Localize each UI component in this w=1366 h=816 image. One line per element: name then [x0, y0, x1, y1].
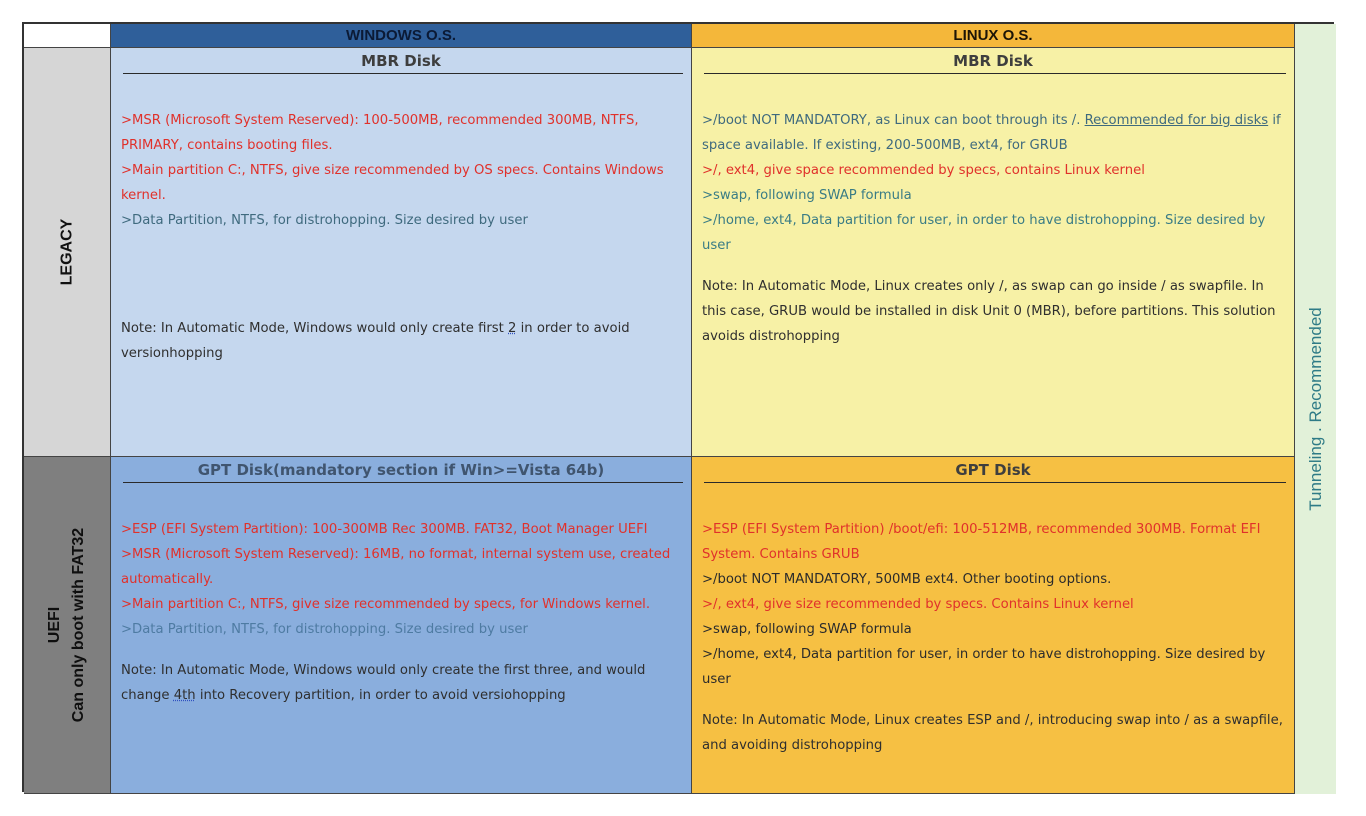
windows-header-label: WINDOWS O.S. — [346, 27, 456, 44]
legacy-label: LEGACY — [57, 218, 75, 286]
note-text: into Recovery partition, in order to avoid versiohopping — [195, 688, 566, 703]
windows-legacy-cell — [111, 48, 692, 457]
linux-legacy-line2: >/, ext4, give space recommended by specs, contains Linux kernel — [702, 163, 1145, 178]
linux-uefi-cell — [692, 457, 1295, 794]
linux-legacy-line4: >/home, ext4, Data partition for user, in order to have distrohopping. Size desired by user — [702, 213, 1266, 253]
windows-uefi-note — [121, 658, 683, 708]
linux-legacy-cell — [692, 48, 1295, 457]
windows-uefi-line4: >Data Partition, NTFS, for distrohopping. Size desired by user — [121, 622, 528, 637]
linux-legacy-note: Note: In Automatic Mode, Linux creates only /, as swap can go inside / as swapfile. In this case, GRUB would be installed in disk Unit 0 (MBR), before partitions. This solution avoids distrohopping — [702, 279, 1276, 344]
linux-uefi-note: Note: In Automatic Mode, Linux creates ESP and /, introducing swap into / as a swapfile, and avoiding distrohopping — [702, 713, 1283, 753]
tunnel-column — [1295, 24, 1336, 794]
corner-cell — [24, 24, 111, 48]
linux-header — [692, 24, 1295, 48]
partition-table — [22, 22, 1334, 792]
windows-legacy-line1: >MSR (Microsoft System Reserved): 100-500MB, recommended 300MB, NTFS, PRIMARY, contains booting files. — [121, 113, 639, 153]
uefi-label-line1: UEFI — [46, 606, 63, 644]
windows-legacy-note — [121, 316, 683, 366]
windows-uefi-line3: >Main partition C:, NTFS, give size recommended by specs, for Windows kernel. — [121, 597, 651, 612]
linux-uefi-line4: >swap, following SWAP formula — [702, 622, 912, 637]
underlined-text: Recommended for big disks — [1084, 113, 1269, 128]
uefi-label — [43, 528, 91, 722]
line-text: if space available. If existing, 200-500MB, ext4, for GRUB — [702, 113, 1281, 153]
linux-legacy-line1 — [702, 108, 1286, 158]
linux-legacy-title: MBR Disk — [953, 52, 1033, 70]
note-text: Note: In Automatic Mode, Windows would only create the first three, and would change — [121, 663, 646, 703]
windows-uefi-title: GPT Disk(mandatory section if Win>=Vista 64b) — [197, 461, 605, 479]
linux-uefi-title: GPT Disk — [955, 461, 1031, 479]
note-number: 2 — [508, 321, 517, 336]
linux-legacy-line3: >swap, following SWAP formula — [702, 188, 912, 203]
linux-uefi-line1: >ESP (EFI System Partition) /boot/efi: 100-512MB, recommended 300MB. Format EFI System. Contains GRUB — [702, 522, 1261, 562]
line-text: >/boot NOT MANDATORY, as Linux can boot through its /. — [702, 113, 1085, 128]
windows-uefi-line2: >MSR (Microsoft System Reserved): 16MB, no format, internal system use, created automatically. — [121, 547, 671, 587]
linux-header-label: LINUX O.S. — [953, 27, 1033, 44]
note-text: in order to avoid versionhopping — [121, 321, 630, 361]
linux-uefi-line3: >/, ext4, give size recommended by specs. Contains Linux kernel — [702, 597, 1134, 612]
windows-uefi-cell — [111, 457, 692, 794]
linux-uefi-line5: >/home, ext4, Data partition for user, in order to have distrohopping. Size desired by user — [702, 647, 1266, 687]
legacy-row-label — [24, 48, 111, 457]
windows-legacy-title: MBR Disk — [361, 52, 441, 70]
note-text: Note: In Automatic Mode, Windows would only create first — [121, 321, 509, 336]
tunnel-label: Tunneling . Recommended — [1305, 307, 1325, 511]
linux-uefi-line2: >/boot NOT MANDATORY, 500MB ext4. Other booting options. — [702, 572, 1112, 587]
windows-uefi-line1: >ESP (EFI System Partition): 100-300MB Rec 300MB. FAT32, Boot Manager UEFI — [121, 522, 648, 537]
windows-legacy-line2: >Main partition C:, NTFS, give size recommended by OS specs. Contains Windows kernel. — [121, 163, 664, 203]
uefi-row-label — [24, 457, 111, 794]
uefi-label-line2: Can only boot with FAT32 — [70, 527, 87, 723]
windows-legacy-line3: >Data Partition, NTFS, for distrohopping. Size desired by user — [121, 213, 528, 228]
windows-header — [111, 24, 692, 48]
note-number: 4th — [173, 688, 196, 703]
